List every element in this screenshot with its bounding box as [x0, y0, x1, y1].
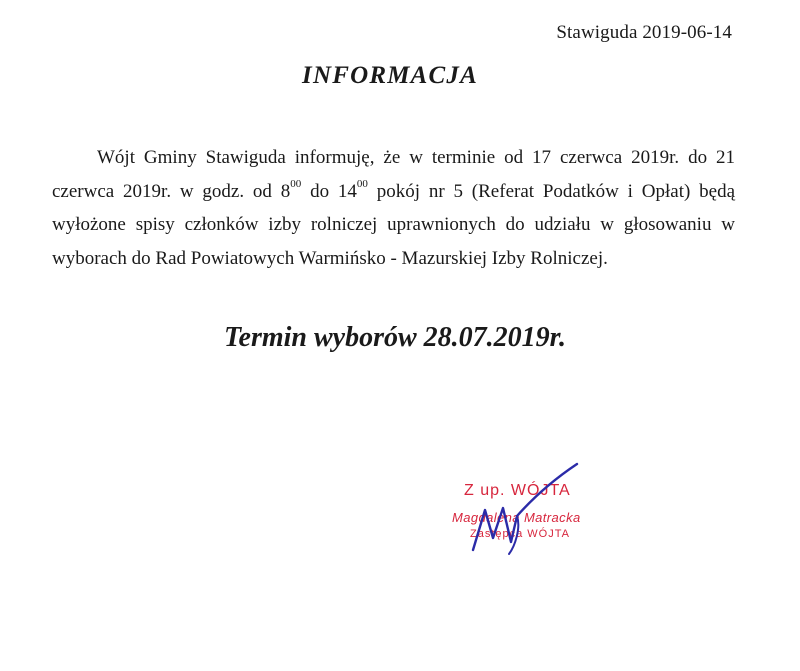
body-paragraph	[52, 141, 735, 275]
stamp-line-name: Magdalena Matracka	[452, 510, 581, 525]
election-date-line: Termin wyborów 28.07.2019r.	[223, 322, 566, 353]
stamp-line-position: Zastępca WÓJTA	[470, 528, 570, 540]
hour-start-superscript: 00	[290, 178, 302, 191]
hour-end-superscript: 00	[356, 178, 368, 191]
place-date: Stawiguda 2019-06-14	[556, 22, 732, 43]
signature-stroke	[473, 464, 577, 550]
body-part-3: pokój nr 5 (Referat Podatków i Opłat) będą wyłożone spisy członków izby rolniczej uprawnionych do udziału w głosowaniu w wyborach do Rad Powiatowych Warmińsko - Mazurskiej Izby Rolniczej.	[52, 180, 736, 269]
body-text	[52, 141, 735, 275]
body-part-2: do 14	[301, 180, 357, 202]
body-part-1: Wójt Gminy Stawiguda informuję, że w terminie od 17 czerwca 2019r. do 21 czerwca 2019r. w godz. od 8	[52, 147, 735, 202]
stamp-line-authority: Z up. WÓJTA	[464, 482, 571, 499]
handwritten-signature	[455, 458, 585, 558]
document-title: INFORMACJA	[302, 62, 478, 89]
